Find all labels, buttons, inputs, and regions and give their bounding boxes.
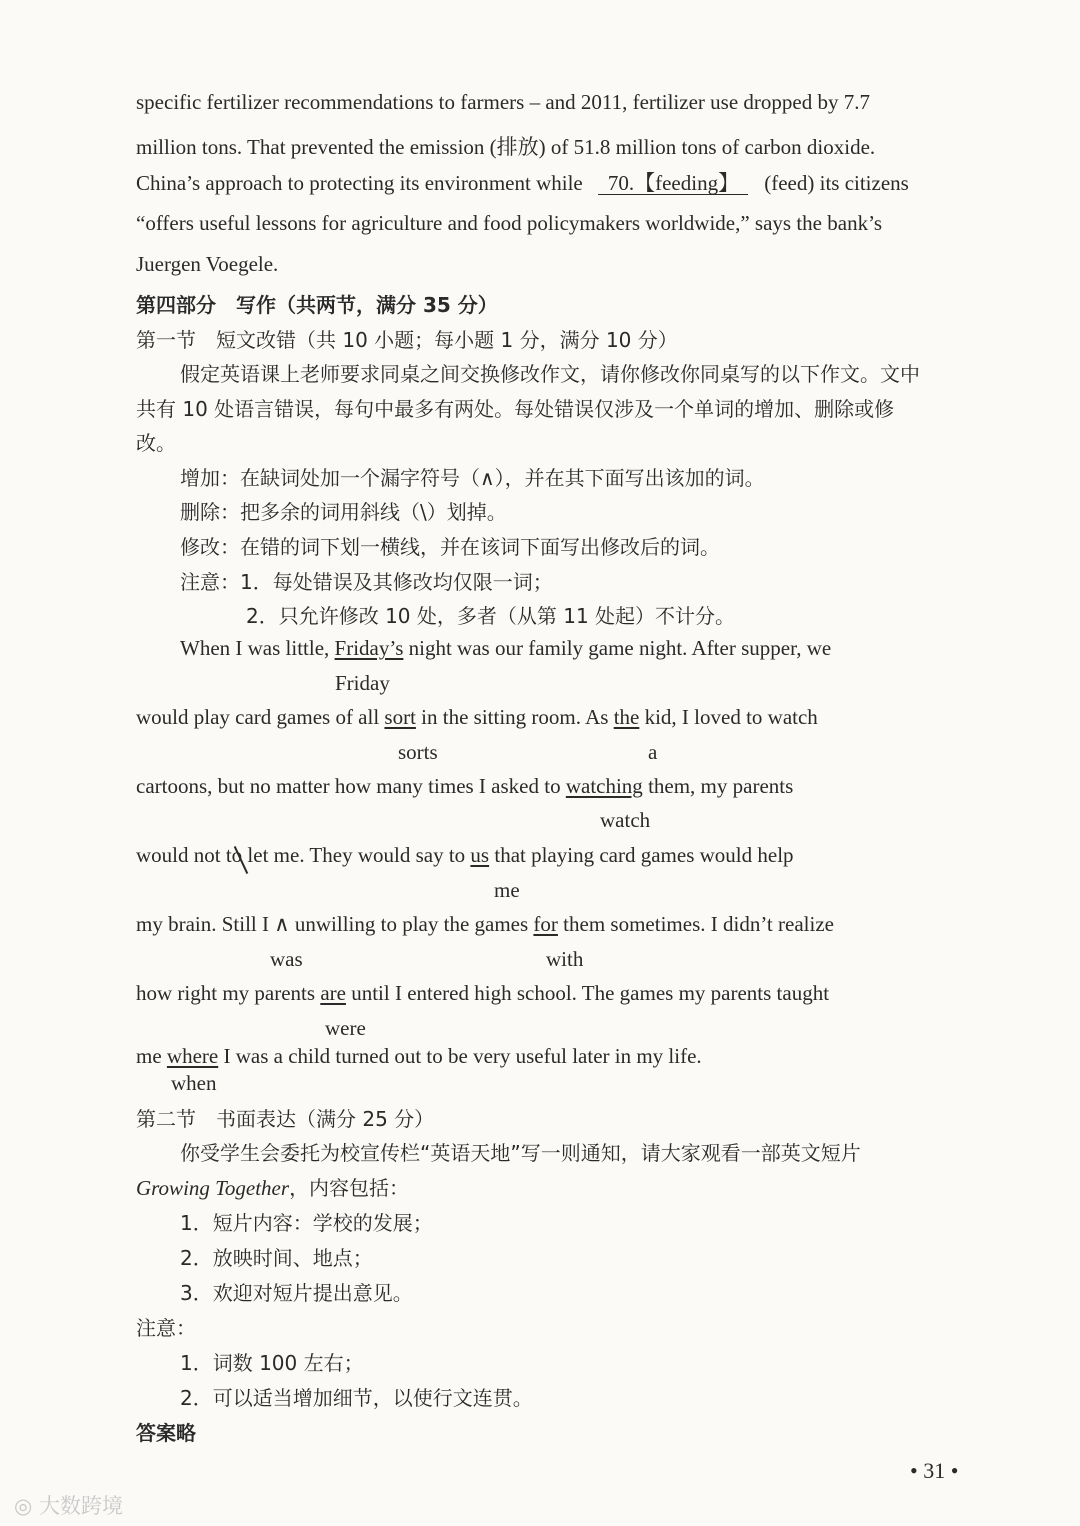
essay-text: would play card games of all xyxy=(136,705,385,729)
essay-text: how right my parents xyxy=(136,981,321,1005)
correction: was xyxy=(270,947,303,971)
task-line xyxy=(136,1172,409,1201)
essay-text: would not to let me. They would say to xyxy=(136,843,471,867)
error-word: watching xyxy=(565,774,643,798)
note-2: 2．只允许修改 10 处，多者（从第 11 处起）不计分。 xyxy=(246,604,736,628)
correction: watch xyxy=(600,808,651,832)
essay-line xyxy=(136,774,793,799)
essay-line xyxy=(180,636,831,661)
essay-text: them, my parents xyxy=(642,774,794,798)
answer-blank-70: 70.【feeding】 xyxy=(598,172,748,195)
essay-text: cartoons, but no matter how many times I asked to xyxy=(136,774,566,798)
essay-line xyxy=(136,981,829,1006)
passage-text: (feed) its citizens xyxy=(764,171,909,195)
rule-add: 增加：在缺词处加一个漏字符号（∧），并在其下面写出该加的词。 xyxy=(180,466,765,490)
task-item: 1．短片内容：学校的发展； xyxy=(180,1211,433,1235)
essay-text: kid, I loved to watch xyxy=(639,705,818,729)
essay-text: them sometimes. I didn’t realize xyxy=(557,912,834,936)
passage-text: China’s approach to protecting its environment while xyxy=(136,171,583,195)
correction: with xyxy=(546,947,584,971)
error-word: for xyxy=(533,912,558,936)
essay-text: me xyxy=(136,1044,167,1068)
correction: me xyxy=(494,878,520,902)
passage-line: specific fertilizer recommendations to farmers – and 2011, fertilizer use dropped by 7.7 xyxy=(136,90,870,114)
passage-line-with-blank xyxy=(136,171,909,196)
error-word: the xyxy=(613,705,640,729)
instruction-line: 共有 10 处语言错误，每句中最多有两处。每处错误仅涉及一个单词的增加、删除或修 xyxy=(136,397,895,421)
part4-heading: 第四部分 写作（共两节，满分 35 分） xyxy=(136,293,498,317)
error-word: where xyxy=(166,1044,219,1068)
section2-heading: 第二节 书面表达（满分 25 分） xyxy=(136,1107,435,1131)
correction: were xyxy=(325,1016,366,1040)
instruction-line: 假定英语课上老师要求同桌之间交换修改作文，请你修改你同桌写的以下作文。文中 xyxy=(180,362,920,386)
note-1: 注意：1．每处错误及其修改均仅限一词； xyxy=(180,570,553,594)
essay-text: night was our family game night. After supper, we xyxy=(403,636,832,660)
correction: Friday xyxy=(335,671,390,695)
correction: sorts xyxy=(398,740,438,764)
error-word: Friday’s xyxy=(334,636,404,660)
error-word: are xyxy=(320,981,346,1005)
correction: when xyxy=(171,1071,217,1095)
essay-text: When I was little, xyxy=(180,636,335,660)
watermark-text: 大数跨境 xyxy=(39,1494,124,1518)
task-text: ，内容包括： xyxy=(289,1176,410,1200)
essay-text: I was a child turned out to be very useful later in my life. xyxy=(218,1044,702,1068)
error-word: sort xyxy=(384,705,416,729)
page-number: • 31 • xyxy=(910,1458,959,1483)
section1-heading: 第一节 短文改错（共 10 小题；每小题 1 分，满分 10 分） xyxy=(136,328,678,352)
rule-modify: 修改：在错的词下划一横线，并在该词下面写出修改后的词。 xyxy=(180,535,720,559)
instruction-line: 改。 xyxy=(136,431,176,455)
task-item: 2．放映时间、地点； xyxy=(180,1246,373,1270)
note-item: 1．词数 100 左右； xyxy=(180,1351,364,1375)
essay-line xyxy=(136,705,818,730)
essay-text: that playing card games would help xyxy=(489,843,794,867)
rule-delete: 删除：把多余的词用斜线（\）划掉。 xyxy=(180,500,507,524)
passage-line: “offers useful lessons for agriculture and food policymakers worldwide,” says the bank’s xyxy=(136,211,883,235)
note-label: 注意： xyxy=(136,1316,196,1340)
essay-text: until I entered high school. The games my parents taught xyxy=(345,981,830,1005)
task-item: 3．欢迎对短片提出意见。 xyxy=(180,1281,413,1305)
task-line: 你受学生会委托为校宣传栏“英语天地”写一则通知，请大家观看一部英文短片 xyxy=(180,1141,861,1165)
watermark-logo-icon: ◎ xyxy=(14,1494,33,1518)
note-item: 2．可以适当增加细节，以使行文连贯。 xyxy=(180,1386,533,1410)
answer-omitted: 答案略 xyxy=(136,1421,196,1445)
passage-line: Juergen Voegele. xyxy=(136,252,279,276)
correction: a xyxy=(648,740,658,764)
watermark xyxy=(14,1490,123,1520)
essay-line xyxy=(136,1044,702,1069)
essay-line xyxy=(136,912,834,937)
essay-text: my brain. Still I ∧ unwilling to play the games xyxy=(136,912,534,936)
passage-line: million tons. That prevented the emission (排放) of 51.8 million tons of carbon dioxide. xyxy=(136,135,876,159)
essay-text: in the sitting room. As xyxy=(415,705,614,729)
film-title: Growing Together xyxy=(136,1176,290,1200)
error-word: us xyxy=(470,843,490,867)
